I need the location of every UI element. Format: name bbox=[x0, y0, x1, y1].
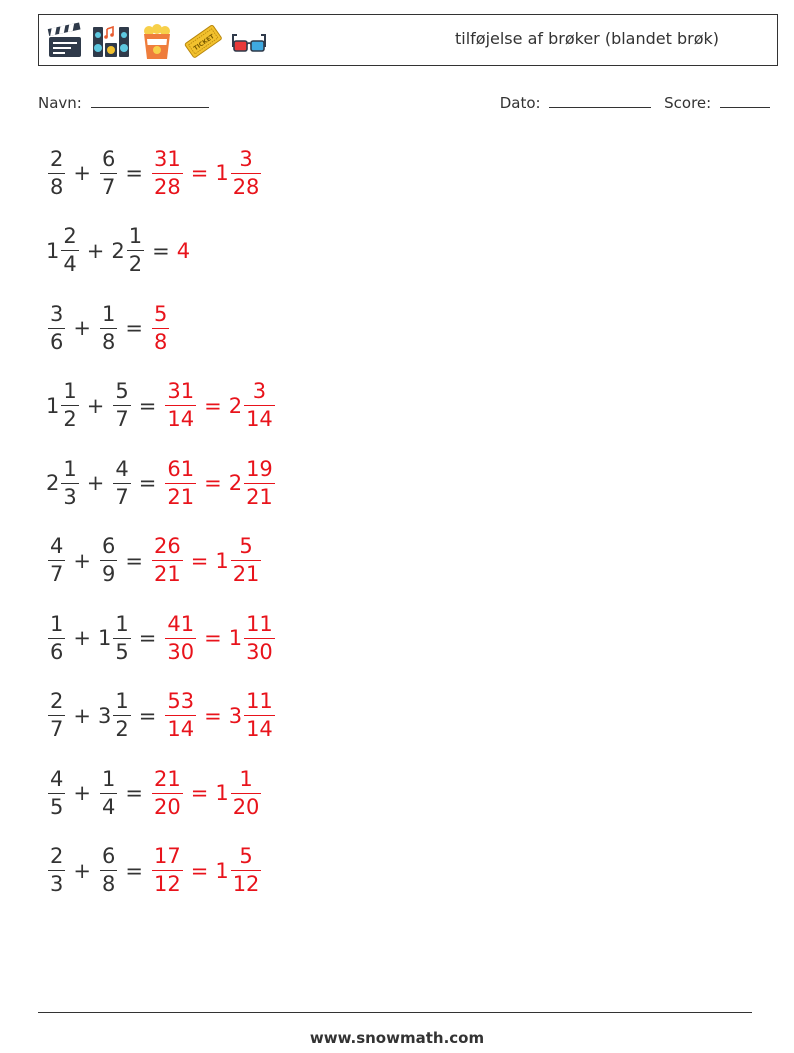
denominator: 14 bbox=[167, 407, 195, 431]
fraction bbox=[113, 456, 130, 509]
denominator: 30 bbox=[246, 639, 273, 664]
numerator: 1 bbox=[63, 379, 77, 403]
score-label: Score: bbox=[664, 94, 712, 112]
fraction bbox=[48, 611, 65, 664]
fraction bbox=[100, 766, 117, 819]
fraction bbox=[152, 766, 183, 819]
fraction bbox=[48, 146, 65, 199]
fraction bbox=[61, 456, 78, 509]
improper-fraction-answer bbox=[163, 611, 197, 664]
fraction bbox=[244, 381, 275, 430]
date-score-fields bbox=[500, 93, 770, 112]
denominator: 8 bbox=[50, 174, 64, 199]
fraction bbox=[152, 146, 183, 199]
header-icons bbox=[45, 21, 269, 61]
problem-row bbox=[46, 218, 190, 284]
plus-sign: + bbox=[73, 858, 91, 883]
denominator: 21 bbox=[167, 484, 195, 509]
denominator: 21 bbox=[246, 484, 273, 509]
denominator: 6 bbox=[50, 639, 64, 664]
fraction bbox=[100, 846, 117, 895]
whole-number: 2 bbox=[228, 393, 243, 418]
plus-sign: + bbox=[73, 316, 91, 340]
numerator: 1 bbox=[239, 766, 253, 791]
addend-1 bbox=[46, 536, 66, 585]
answer bbox=[150, 301, 170, 354]
improper-fraction-answer bbox=[150, 846, 184, 895]
fraction bbox=[127, 226, 144, 275]
header-box bbox=[38, 14, 778, 66]
numerator: 5 bbox=[239, 534, 253, 558]
numerator: 53 bbox=[167, 689, 195, 713]
whole-number: 1 bbox=[97, 626, 112, 650]
equals-sign: = bbox=[190, 548, 209, 573]
denominator: 7 bbox=[50, 717, 64, 741]
numerator: 5 bbox=[239, 844, 253, 868]
denominator: 7 bbox=[115, 484, 129, 509]
equals-sign: = bbox=[138, 393, 157, 418]
numerator: 1 bbox=[101, 301, 116, 326]
clapperboard-icon bbox=[45, 21, 85, 61]
problem-row bbox=[46, 140, 262, 206]
mixed-number-answer bbox=[215, 146, 262, 199]
popcorn-icon bbox=[137, 21, 177, 61]
fraction bbox=[113, 381, 130, 430]
footer-divider bbox=[38, 1012, 752, 1013]
improper-fraction-answer bbox=[150, 301, 170, 354]
equals-sign: = bbox=[204, 393, 222, 418]
numerator: 5 bbox=[153, 301, 168, 326]
whole-number: 1 bbox=[215, 548, 229, 573]
denominator: 30 bbox=[167, 639, 195, 664]
equals-sign: = bbox=[138, 703, 157, 728]
mixed-number-answer bbox=[229, 691, 276, 740]
fraction bbox=[231, 536, 262, 585]
whole-number: 1 bbox=[228, 626, 243, 650]
denominator: 14 bbox=[167, 717, 195, 741]
numerator: 1 bbox=[128, 224, 143, 248]
denominator: 20 bbox=[153, 794, 181, 819]
mixed-number-answer bbox=[215, 846, 262, 895]
addend-2 bbox=[111, 381, 131, 430]
numerator: 2 bbox=[50, 844, 64, 868]
numerator: 19 bbox=[246, 456, 273, 481]
plus-sign: + bbox=[73, 161, 91, 185]
fraction bbox=[61, 226, 78, 275]
mixed-number-answer bbox=[228, 611, 276, 664]
fraction bbox=[152, 301, 169, 354]
problem-row bbox=[46, 373, 276, 439]
denominator: 5 bbox=[115, 639, 129, 664]
fraction bbox=[48, 536, 65, 585]
whole-number: 2 bbox=[111, 238, 125, 263]
answer bbox=[163, 381, 275, 430]
numerator: 3 bbox=[239, 146, 253, 171]
numerator: 61 bbox=[167, 456, 195, 481]
numerator: 31 bbox=[153, 146, 181, 171]
addend-1 bbox=[46, 456, 80, 509]
addend-2 bbox=[111, 456, 131, 509]
plus-sign: + bbox=[86, 238, 105, 263]
numerator: 2 bbox=[50, 146, 64, 171]
fraction bbox=[231, 146, 262, 199]
name-field bbox=[38, 93, 209, 112]
fraction bbox=[48, 691, 65, 740]
numerator: 1 bbox=[63, 456, 77, 481]
denominator: 21 bbox=[153, 562, 181, 586]
addend-1 bbox=[46, 146, 66, 199]
equals-sign: = bbox=[190, 781, 209, 805]
equals-sign: = bbox=[125, 316, 143, 340]
numerator: 6 bbox=[101, 146, 116, 171]
numerator: 31 bbox=[167, 379, 195, 403]
fraction bbox=[165, 456, 196, 509]
addend-1 bbox=[46, 691, 66, 740]
numerator: 2 bbox=[50, 689, 64, 713]
addend-1 bbox=[46, 611, 66, 664]
numerator: 17 bbox=[153, 844, 181, 868]
answer bbox=[177, 239, 190, 263]
equals-sign: = bbox=[138, 471, 157, 495]
fraction bbox=[231, 766, 262, 819]
fraction bbox=[152, 846, 183, 895]
fraction bbox=[48, 846, 65, 895]
answer bbox=[163, 691, 275, 740]
denominator: 6 bbox=[50, 329, 64, 354]
denominator: 2 bbox=[128, 252, 143, 276]
addend-2 bbox=[98, 691, 132, 740]
denominator: 14 bbox=[246, 717, 273, 741]
addend-2 bbox=[98, 301, 118, 354]
footer-url: www.snowmath.com bbox=[309, 1029, 485, 1047]
denominator: 14 bbox=[246, 407, 273, 431]
problem-row bbox=[46, 605, 276, 671]
numerator: 1 bbox=[115, 689, 129, 713]
denominator: 8 bbox=[153, 329, 168, 354]
mixed-number-answer bbox=[215, 536, 262, 585]
fraction bbox=[61, 381, 78, 430]
improper-fraction-answer bbox=[163, 456, 197, 509]
denominator: 7 bbox=[101, 174, 116, 199]
denominator: 21 bbox=[232, 562, 260, 586]
denominator: 8 bbox=[101, 872, 116, 896]
svg-text:TICKET: TICKET bbox=[192, 33, 216, 53]
numerator: 6 bbox=[101, 534, 116, 558]
denominator: 2 bbox=[115, 717, 129, 741]
whole-number: 3 bbox=[228, 703, 243, 728]
problem-row bbox=[46, 450, 276, 516]
denominator: 9 bbox=[101, 562, 116, 586]
fraction bbox=[100, 301, 117, 354]
name-blank[interactable] bbox=[91, 93, 209, 108]
plus-sign: + bbox=[86, 471, 105, 495]
speakers-icon bbox=[91, 21, 131, 61]
denominator: 5 bbox=[50, 794, 64, 819]
whole-number: 2 bbox=[46, 471, 60, 495]
denominator: 28 bbox=[232, 174, 260, 199]
denominator: 7 bbox=[115, 407, 129, 431]
denominator: 20 bbox=[232, 794, 260, 819]
denominator: 12 bbox=[232, 872, 260, 896]
problem-row bbox=[46, 683, 276, 749]
fraction bbox=[244, 456, 275, 509]
denominator: 8 bbox=[101, 329, 116, 354]
numerator: 1 bbox=[101, 766, 116, 791]
fraction bbox=[231, 846, 262, 895]
problem-row bbox=[46, 838, 262, 904]
fraction bbox=[100, 146, 117, 199]
denominator: 4 bbox=[101, 794, 116, 819]
equals-sign: = bbox=[190, 161, 209, 185]
numerator: 21 bbox=[153, 766, 181, 791]
problem-row bbox=[46, 528, 262, 594]
numerator: 1 bbox=[115, 611, 129, 636]
mixed-number-answer bbox=[215, 766, 262, 819]
fraction bbox=[244, 691, 275, 740]
whole-number: 1 bbox=[46, 393, 60, 418]
whole-number: 3 bbox=[97, 703, 112, 728]
fraction bbox=[152, 536, 183, 585]
mixed-number-answer bbox=[228, 456, 276, 509]
cinema-ticket-icon bbox=[183, 21, 223, 61]
plus-sign: + bbox=[73, 548, 91, 573]
problem-row bbox=[46, 295, 170, 361]
numerator: 5 bbox=[115, 379, 129, 403]
equals-sign: = bbox=[125, 858, 143, 883]
plus-sign: + bbox=[73, 781, 91, 805]
addend-2 bbox=[111, 226, 145, 275]
fraction bbox=[165, 691, 196, 740]
equals-sign: = bbox=[125, 781, 143, 805]
denominator: 2 bbox=[63, 407, 77, 431]
numerator: 2 bbox=[63, 224, 77, 248]
numerator: 26 bbox=[153, 534, 181, 558]
equals-sign: = bbox=[204, 703, 222, 728]
improper-fraction-answer bbox=[150, 766, 184, 819]
whole-number: 1 bbox=[215, 858, 229, 883]
denominator: 7 bbox=[50, 562, 64, 586]
addend-2 bbox=[97, 611, 132, 664]
answer bbox=[163, 456, 275, 509]
answer bbox=[150, 766, 262, 819]
equals-sign: = bbox=[204, 471, 222, 495]
numerator: 1 bbox=[50, 611, 64, 636]
whole-number: 1 bbox=[46, 238, 60, 263]
fraction bbox=[48, 766, 65, 819]
date-label: Dato: bbox=[499, 94, 541, 112]
whole-number: 1 bbox=[215, 781, 229, 805]
numerator: 4 bbox=[50, 766, 64, 791]
numerator: 4 bbox=[50, 534, 64, 558]
denominator: 28 bbox=[153, 174, 181, 199]
answer bbox=[163, 611, 275, 664]
numerator: 11 bbox=[246, 689, 273, 713]
numerator: 3 bbox=[252, 379, 267, 403]
fraction bbox=[165, 381, 196, 430]
fraction bbox=[113, 691, 130, 740]
denominator: 12 bbox=[153, 872, 181, 896]
plus-sign: + bbox=[73, 703, 91, 728]
whole-number: 1 bbox=[215, 161, 229, 185]
improper-fraction-answer bbox=[163, 381, 197, 430]
addend-1 bbox=[46, 301, 66, 354]
equals-sign: = bbox=[152, 238, 170, 263]
improper-fraction-answer bbox=[150, 536, 184, 585]
equals-sign: = bbox=[125, 161, 143, 185]
denominator: 3 bbox=[50, 872, 64, 896]
problem-row bbox=[46, 760, 262, 826]
equals-sign: = bbox=[204, 626, 222, 650]
addend-2 bbox=[98, 846, 118, 895]
equals-sign: = bbox=[138, 626, 157, 650]
3d-glasses-icon bbox=[229, 21, 269, 61]
whole-answer: 4 bbox=[176, 238, 191, 263]
plus-sign: + bbox=[73, 626, 91, 650]
addend-2 bbox=[98, 146, 118, 199]
improper-fraction-answer bbox=[163, 691, 197, 740]
denominator: 3 bbox=[63, 484, 77, 509]
addend-1 bbox=[46, 226, 80, 275]
numerator: 41 bbox=[167, 611, 195, 636]
numerator: 6 bbox=[101, 844, 116, 868]
worksheet-title: tilføjelse af brøker (blandet brøk) bbox=[454, 29, 719, 48]
addend-2 bbox=[98, 536, 118, 585]
improper-fraction-answer bbox=[150, 146, 184, 199]
answer bbox=[150, 536, 262, 585]
plus-sign: + bbox=[86, 393, 105, 418]
equals-sign: = bbox=[125, 548, 143, 573]
fraction bbox=[244, 611, 275, 664]
score-blank[interactable] bbox=[720, 93, 770, 108]
whole-number: 2 bbox=[228, 471, 243, 495]
numerator: 4 bbox=[115, 456, 129, 481]
addend-1 bbox=[46, 766, 66, 819]
equals-sign: = bbox=[190, 858, 209, 883]
answer bbox=[150, 146, 262, 199]
name-label: Navn: bbox=[38, 94, 82, 112]
mixed-number-answer bbox=[229, 381, 276, 430]
fraction bbox=[48, 301, 65, 354]
numerator: 3 bbox=[50, 301, 64, 326]
fraction bbox=[165, 611, 196, 664]
numerator: 11 bbox=[246, 611, 273, 636]
addend-1 bbox=[46, 846, 66, 895]
answer bbox=[150, 846, 262, 895]
fraction bbox=[100, 536, 117, 585]
fraction bbox=[113, 611, 130, 664]
addend-2 bbox=[98, 766, 118, 819]
date-blank[interactable] bbox=[549, 93, 651, 108]
addend-1 bbox=[46, 381, 80, 430]
denominator: 4 bbox=[63, 252, 77, 276]
